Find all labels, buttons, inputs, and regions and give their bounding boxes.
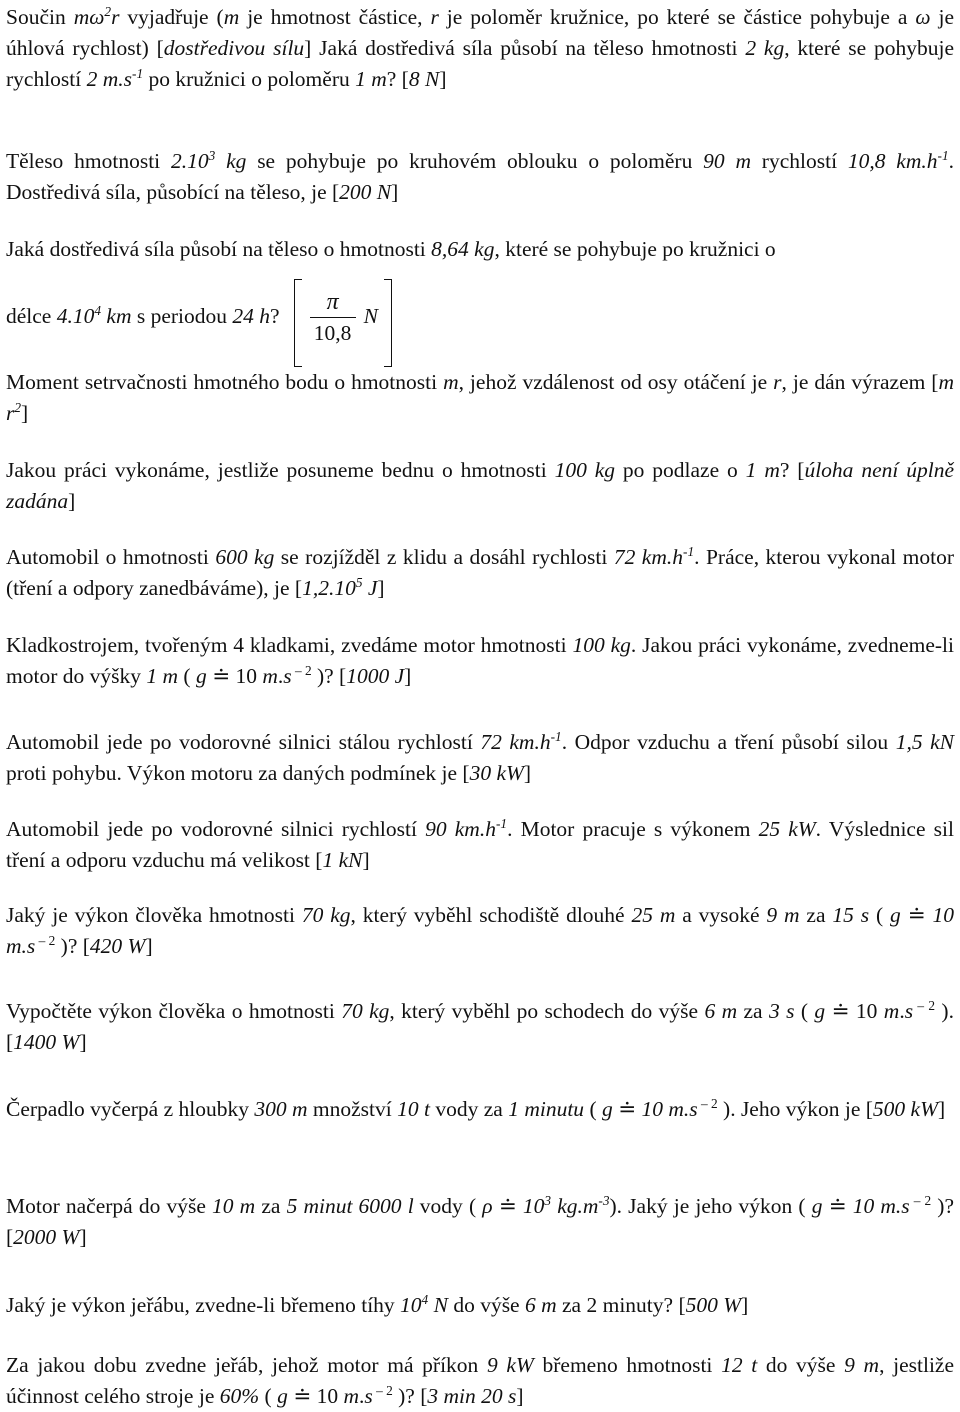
problem-paragraph bbox=[6, 146, 954, 208]
problem-text: Jakou práci vykonáme, jestliže posuneme bednu o hmotnosti 100 kg po podlaze o 1 m? [úloha není úplně zadána] bbox=[6, 458, 954, 513]
problem-text: Jaká dostředivá síla působí na těleso o hmotnosti 8,64 kg, které se pohybuje po kružnici o bbox=[6, 237, 776, 261]
problem-paragraph bbox=[6, 2, 954, 95]
problem-text: Moment setrvačnosti hmotného bodu o hmotnosti m, jehož vzdálenost od osy otáčení je r, je dán výrazem [m $r^2$] bbox=[6, 370, 954, 425]
problem-paragraph bbox=[6, 542, 954, 604]
problem-paragraph bbox=[6, 900, 954, 962]
problem-paragraph bbox=[6, 455, 954, 517]
problem-text: Čerpadlo vyčerpá z hloubky 300 m množství 10 t vody za 1 minutu ( g ≐ 10 m.s $^{- 2}$ ). Jeho výkon je [500 kW] bbox=[6, 1095, 946, 1121]
answer-formula bbox=[294, 285, 392, 348]
problem-paragraph bbox=[6, 1350, 954, 1412]
problem-paragraph bbox=[6, 234, 954, 348]
problem-text: Za jakou dobu zvedne jeřáb, jehož motor má příkon 9 kW břemeno hmotnosti 12 t do výše 9 m, jestliže účinnost celého stroje je 60% ( g ≐ 10 m.s $^{- 2}$ )? [3 min 20 s] bbox=[6, 1353, 955, 1408]
formula-unit: N bbox=[363, 304, 378, 328]
problem-text: Těleso hmotnosti 2.10$^3$ kg se pohybuje po kruhovém oblouku o poloměru 90 m rychlostí 10,8 $km.h^{-1}$. Dostředivá síla, působící na těleso, je [200 N] bbox=[6, 147, 954, 204]
problem-text: Jaký je výkon jeřábu, zvedne-li břemeno tíhy $10^4$ N do výše 6 m za 2 minuty? [500 W] bbox=[6, 1291, 749, 1317]
problem-text: Automobil jede po vodorovné silnici stálou rychlostí 72 $km.h^{-1}$. Odpor vzduchu a tření působí silou 1,5 kN proti pohybu. Výkon motoru za daných podmínek je [30 kW] bbox=[6, 728, 954, 785]
problem-paragraph bbox=[6, 1290, 954, 1321]
formula-line-text: délce 4.10$^4$ km s periodou 24 h? bbox=[6, 302, 280, 328]
problem-text: Automobil o hmotnosti 600 kg se rozjížděl z klidu a dosáhl rychlosti 72 $km.h^{-1}$. Práce, kterou vykonal motor (tření a odpory zanedbáváme), je [1,2.10$^5$ J] bbox=[6, 543, 955, 600]
problem-paragraph bbox=[6, 367, 954, 429]
left-bracket bbox=[294, 279, 302, 367]
problem-text: Vypočtěte výkon člověka o hmotnosti 70 kg, který vyběhl po schodech do výše 6 m za 3 s ( g ≐ 10 m.s $^{- 2}$ ). [1400 W] bbox=[6, 997, 954, 1054]
problem-paragraph bbox=[6, 996, 954, 1058]
problem-text: Motor načerpá do výše 10 m za 5 minut 6000 l vody ( ρ ≐ $10^3$ $kg.m^{-3}$). Jaký je jeho výkon ( g ≐ 10 m.s $^{- 2}$ )? [2000 W] bbox=[6, 1192, 955, 1249]
problem-paragraph bbox=[6, 1094, 954, 1125]
problem-text: Součin $m\omega^2r$ vyjadřuje (m je hmotnost částice, r je poloměr kružnice, po které se částice pohybuje a ω je úhlová rychlost) [dostředivou sílu] Jaká dostředivá síla působí na těleso hmotnosti 2 kg, které se pohybuje rychlostí 2 $m.s^{-1}$ po kružnici o poloměru 1 m? [8 N] bbox=[6, 3, 954, 91]
problem-paragraph bbox=[6, 727, 954, 789]
problem-text: Kladkostrojem, tvořeným 4 kladkami, zvedáme motor hmotnosti 100 kg. Jakou práci vykonáme, zvedneme-li motor do výšky 1 m ( g ≐ 10 m.s $^{- 2}$ )? [1000 J] bbox=[6, 633, 954, 688]
problem-paragraph bbox=[6, 1191, 954, 1253]
fraction-numerator: π bbox=[326, 289, 339, 315]
fraction-denominator: 10,8 bbox=[313, 321, 352, 345]
right-bracket bbox=[384, 279, 392, 367]
problem-text: Jaký je výkon člověka hmotnosti 70 kg, který vyběhl schodiště dlouhé 25 m a vysoké 9 m za 15 s ( g ≐ 10 m.s $^{- 2}$ )? [420 W] bbox=[6, 903, 955, 958]
problem-paragraph bbox=[6, 630, 954, 692]
problem-paragraph bbox=[6, 814, 954, 876]
problem-text: Automobil jede po vodorovné silnici rychlostí 90 $km.h^{-1}$. Motor pracuje s výkonem 25 kW. Výslednice sil tření a odporu vzduchu má velikost [1 kN] bbox=[6, 815, 954, 872]
